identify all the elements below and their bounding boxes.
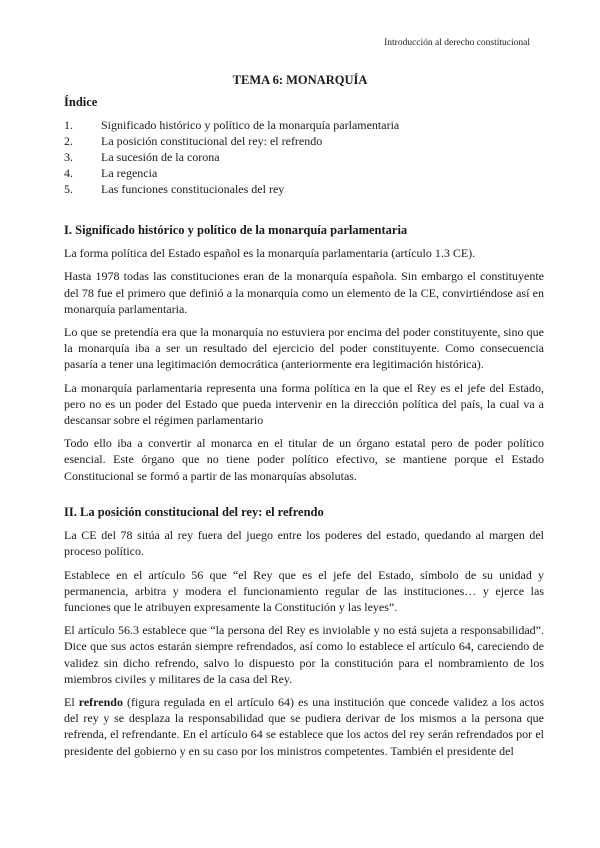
- index-list: [64, 117, 399, 197]
- paragraph-lead: El: [64, 695, 79, 710]
- section-2: [64, 504, 544, 766]
- index-item: [64, 117, 399, 133]
- paragraph-refrendo: [64, 694, 544, 759]
- index-heading: Índice: [64, 95, 98, 109]
- paragraph: Hasta 1978 todas las constituciones eran de la monarquía española. Sin embargo el constituyente del 78 fue el primero que definió a la monarquía como un elemento de la CE, convirtiéndose así en monarquía parlamentaria.: [64, 269, 544, 316]
- index-item-number: 3.: [64, 150, 73, 164]
- section-1-heading: I. Significado histórico y político de la monarquía parlamentaria: [64, 223, 408, 237]
- index-item: [64, 165, 399, 181]
- page-title: TEMA 6: MONARQUÍA: [232, 73, 368, 87]
- section-1: [64, 222, 544, 491]
- index-item: [64, 181, 399, 197]
- paragraph: Establece en el artículo 56 que “el Rey que es el jefe del Estado, símbolo de su unidad y permanencia, arbitra y modera el funcionamiento regular de las instituciones… y ejerce las funciones que le atribuyen expresamente la Constitución y las leyes”.: [64, 567, 544, 615]
- paragraph: Todo ello iba a convertir al monarca en el titular de un órgano estatal pero de poder político esencial. Este órgano que no tiene poder político efectivo, se mantiene porque el Estado Constitucional se formó a partir de las monarquías absolutas.: [64, 436, 544, 483]
- index-item-text: La sucesión de la corona: [101, 150, 220, 164]
- section-2-heading: II. La posición constitucional del rey: el refrendo: [64, 505, 324, 519]
- running-head: Introducción al derecho constitucional: [384, 38, 530, 48]
- index-item: [64, 149, 399, 165]
- paragraph: Lo que se pretendía era que la monarquía no estuviera por encima del poder constituyente, sino que la monarquía iba a ser un resultado del ejercicio del poder constituyente. Como consecuencia pasaría a tener una legitimación democrática (anteriormente era legitimación histórica).: [64, 325, 544, 372]
- index-item-number: 5.: [64, 182, 73, 196]
- paragraph-rest: (figura regulada en el artículo 64) es una institución que concede validez a los actos del rey y se desplaza la responsabilidad que se pudiera derivar de los mismos a la persona que refrenda, el refrendante. En el artículo 64 se establece que los actos del rey serán refrendados por el presidente del gobierno y en su caso por los ministros competentes. También el presidente del: [64, 695, 544, 758]
- index-item-number: 2.: [64, 134, 73, 148]
- paragraph: La monarquía parlamentaria representa una forma política en la que el Rey es el jefe del Estado, pero no es un poder del Estado que pueda intervenir en la dirección política del país, la cual va a descansar sobre el régimen parlamentario: [64, 380, 544, 428]
- paragraph: El artículo 56.3 establece que “la persona del Rey es inviolable y no está sujeta a responsabilidad”. Dice que sus actos estarán siempre refrendados, así como lo establece el artículo 64, careciendo de validez sin dicho refrendo, salvo lo dispuesto por la constitución para el nombramiento de los miembros civiles y militares de la casa del Rey.: [64, 623, 544, 686]
- index-item-number: 4.: [64, 166, 73, 180]
- index-item: [64, 133, 399, 149]
- index-item-text: La regencia: [101, 166, 158, 180]
- index-item-text: La posición constitucional del rey: el refrendo: [101, 134, 323, 148]
- index-item-text: Las funciones constitucionales del rey: [101, 182, 285, 196]
- index-item-number: 1.: [64, 118, 73, 132]
- term-refrendo: refrendo: [78, 695, 123, 710]
- index-item-text: Significado histórico y político de la monarquía parlamentaria: [101, 118, 400, 132]
- paragraph: La forma política del Estado español es la monarquía parlamentaria (artículo 1.3 CE).: [64, 246, 476, 261]
- paragraph: La CE del 78 sitúa al rey fuera del juego entre los poderes del estado, quedando al margen del proceso político.: [64, 528, 544, 559]
